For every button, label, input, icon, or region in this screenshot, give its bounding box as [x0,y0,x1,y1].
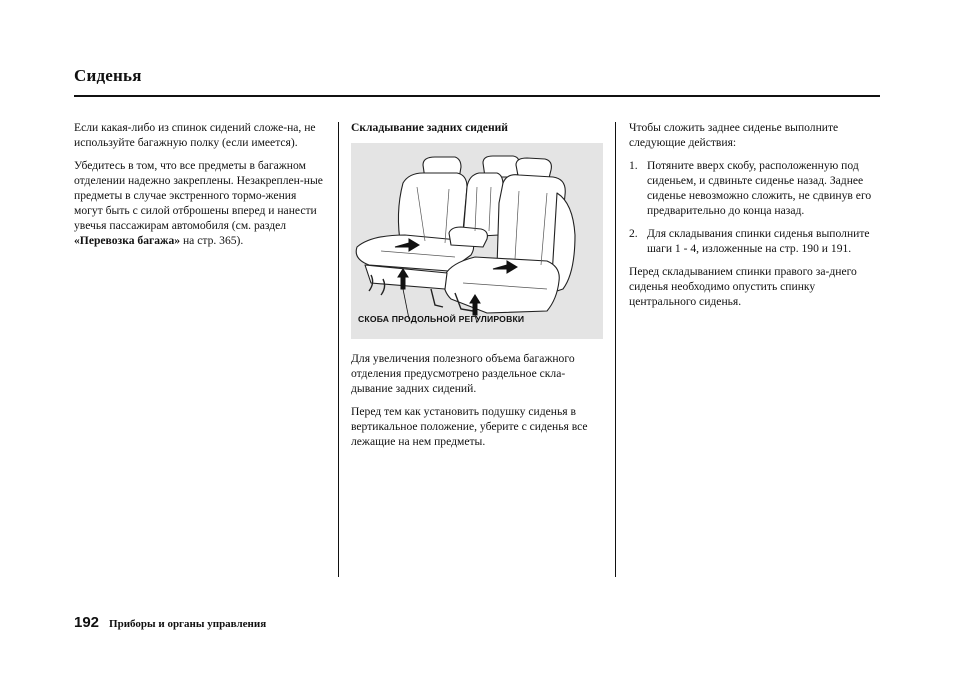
column-divider-1 [338,122,339,577]
step-number: 1. [629,159,638,172]
column-divider-2 [615,122,616,577]
paragraph-cargo-volume: Для увеличения полезного объема багажного отделения предусмотрено раздельное скла-дывание задних сидений. [351,352,575,395]
section-heading: Складывание задних сидений [351,121,508,134]
seat-drawing [351,143,603,339]
page-number: 192 [74,614,100,631]
rear-seat-illustration [351,143,603,339]
steps-list [629,158,879,256]
paragraph-cargo-securing [74,158,326,248]
paragraph-remove-items: Перед тем как установить подушку сиденья в вертикальное положение, уберите с сиденья все лежащие на нем предметы. [351,405,588,448]
page-footer [74,614,266,631]
step-item [629,226,879,256]
step-number: 2. [629,227,638,240]
cargo-link: «Перевозка багажа» [74,234,181,247]
paragraph-intro: Чтобы сложить заднее сиденье выполните следующие действия: [629,121,839,149]
page-title: Сиденья [74,66,142,85]
header-rule [74,95,880,97]
column-middle [351,120,606,457]
figure-caption: СКОБА ПРОДОЛЬНОЙ РЕГУЛИРОВКИ [358,314,525,324]
step-text: Для складывания спинки сиденья выполните шаги 1 - 4, изложенные на стр. 190 и 191. [647,227,870,255]
column-left [74,120,326,256]
cargo-text: Убедитесь в том, что все предметы в багажном отделении надежно закреплены. Незакреплен-ные предметы в случае экстренного тормо-жения могут быть с силой отброшены вперед и нанести увечья пассажирам автомобиля (см. раздел [74,159,323,232]
step-item [629,158,879,218]
section-name: Приборы и органы управления [109,618,267,630]
paragraph-roof-rack-warning: Если какая-либо из спинок сидений сложе-на, не используйте багажную полку (если имеется). [74,121,316,149]
step-text: Потяните вверх скобу, расположенную под сиденьем, и сдвиньте сиденье назад. Заднее сиденье невозможно сложить, не сдвинув его предварительно до конца назад. [647,159,872,217]
cargo-page-ref: на стр. 365). [180,234,244,247]
column-right [629,120,879,317]
paragraph-right-seat-note: Перед складыванием спинки правого за-днего сиденья необходимо опустить спинку центрального сиденья. [629,265,857,308]
